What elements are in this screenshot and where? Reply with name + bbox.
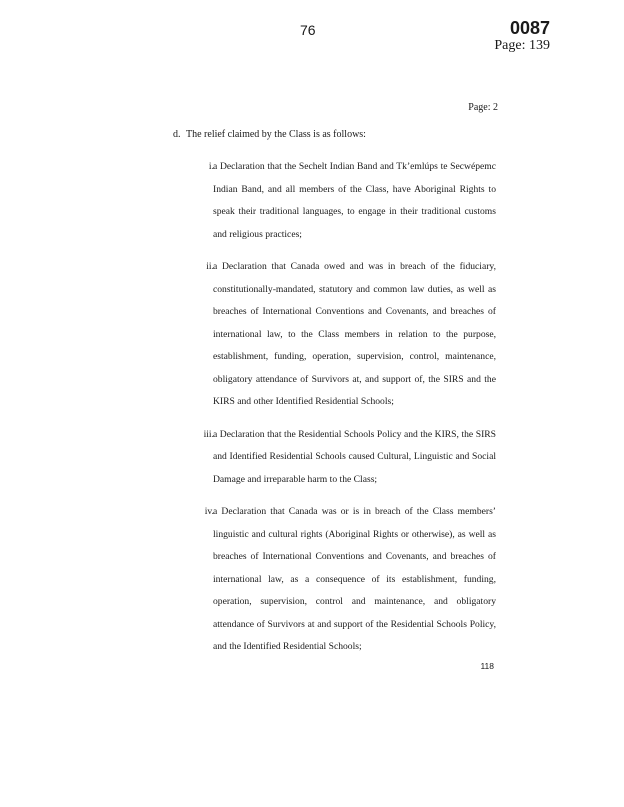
stamp-number: 0087 — [509, 18, 550, 38]
item-marker: ii. — [206, 261, 214, 272]
section-text: The relief claimed by the Class is as follows: — [186, 129, 366, 140]
item-text: a Declaration that the Residential Schools Policy and the KIRS, the SIRS and Identified Residential Schools caused Cultural, Linguistic and Social Damage and irreparable harm to the Class; — [213, 428, 496, 485]
item-text: a Declaration that Canada owed and was in breach of the fiduciary, constitutionally-mandated, statutory and common law duties, as well as breaches of International Conventions and Covenants, and breaches of international law, to the Class members in relation to the purpose, establishment, funding, operation, supervision, control, maintenance, obligatory attendance of Survivors at, and support of, the SIRS and the KIRS and other Identified Residential Schools; — [213, 261, 496, 407]
relief-list — [190, 156, 496, 669]
item-marker: i. — [208, 161, 214, 172]
section-marker: d. — [173, 129, 181, 140]
section-d — [173, 129, 366, 140]
item-marker: iv. — [204, 506, 214, 517]
top-page-number: 76 — [300, 22, 316, 38]
stamp-page: Page: 139 — [494, 38, 550, 53]
footer-page-number: 118 — [480, 661, 494, 671]
document-stamp — [494, 18, 550, 54]
item-text: a Declaration that the Sechelt Indian Band and Tk’emlúps te Secwépemc Indian Band, and all members of the Class, have Aboriginal Rights to speak their traditional languages, to engage in their traditional customs and religious practices; — [213, 161, 496, 240]
relief-item — [190, 501, 496, 659]
relief-item — [190, 256, 496, 414]
relief-item — [190, 424, 496, 492]
relief-item — [190, 156, 496, 246]
page-label: Page: 2 — [468, 102, 498, 113]
item-text: a Declaration that Canada was or is in breach of the Class members’ linguistic and cultural rights (Aboriginal Rights or otherwise), as well as breaches of International Conventions and Covenants, and breaches of international law, as a consequence of its establishment, funding, operation, supervision, control and maintenance, and obligatory attendance of Survivors at and support of the Residential Schools Policy, and the Identified Residential Schools; — [213, 506, 496, 652]
item-marker: iii. — [203, 428, 214, 440]
